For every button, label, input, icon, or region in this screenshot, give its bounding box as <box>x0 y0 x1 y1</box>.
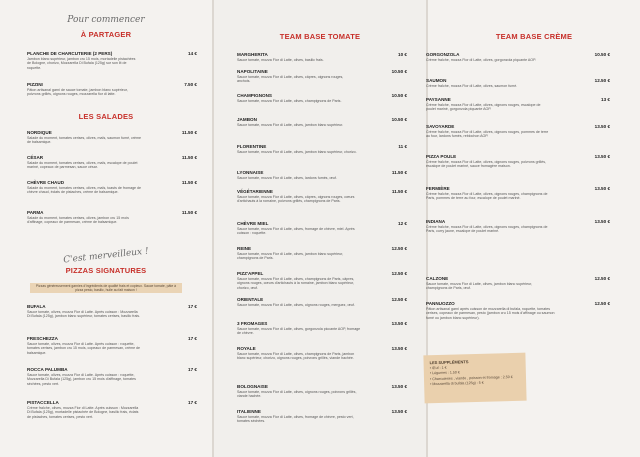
item-name: BOLOGNAISE <box>237 384 268 389</box>
item-desc: Crème fraîche, mozza Fior di Latte, olives, saumon fumé. <box>426 83 518 88</box>
item-name: PANNUOZZO <box>426 301 455 306</box>
item-price: 12.50 € <box>391 297 407 302</box>
supplement-item: • Légumes : 1.50 € <box>429 370 460 376</box>
item-price: 10.50 € <box>594 52 610 57</box>
menu-item <box>27 336 197 355</box>
item-price: 17 € <box>188 367 197 372</box>
item-price: 13.50 € <box>391 409 407 414</box>
item-desc: Sauce tomate, mozza Fior di Latte, olives, champignons de Paris. <box>237 98 342 103</box>
item-name: REINE <box>237 246 252 251</box>
item-desc: Salade du moment, tomates cerises, olives, jambon cru 15 mois d'affinage, copeaux de parmesan, crème de balsamique. <box>27 215 129 225</box>
item-price: 17 € <box>188 336 197 341</box>
item-price: 10.50 € <box>391 69 407 74</box>
item-name: PAYSANNE <box>426 97 451 102</box>
menu-item <box>426 276 610 291</box>
item-price: 12 € <box>398 221 407 226</box>
item-price: 12.50 € <box>391 271 407 276</box>
menu-item <box>237 297 407 307</box>
item-desc: Salade du moment, tomates cerises, olives, maïs, saumon fumé, crème de balsamique. <box>27 135 142 145</box>
item-desc: Sauce tomate, mozza Fior di Latte, olives, oignons rouges, poivrons grillés, viande hachée. <box>237 389 357 399</box>
item-name: JAMBON <box>237 117 257 122</box>
item-name: SAUMON <box>426 78 447 83</box>
menu-item <box>237 117 407 127</box>
menu-item <box>426 97 610 112</box>
item-price: 12.50 € <box>391 246 407 251</box>
item-price: 11.50 € <box>181 180 197 185</box>
menu-panel-left <box>0 0 212 457</box>
menu-item <box>27 130 197 145</box>
item-price: 10.50 € <box>391 117 407 122</box>
menu-item <box>237 170 407 180</box>
item-desc: Salade du moment, tomates cerises, olives, maïs, toasts de fromage de chèvre chaud, éclats de pistaches, crème de balsamique. <box>27 185 142 195</box>
item-name: CHÈVRE CHAUD <box>27 180 65 185</box>
item-desc: Sauce tomate, mozza Fior di Latte, olives, oignons rouges, merguez, œuf. <box>237 302 355 307</box>
menu-item <box>237 52 407 62</box>
menu-panel-right <box>428 0 640 457</box>
item-desc: Sauce tomate, mozza Fior di Latte, olives, jambon blanc supérieur, champignons de Paris. <box>237 251 344 261</box>
item-desc: Sauce tomate, mozza Fior di Latte, olives, fromage de chèvre, miel. Après cuisson : roquette. <box>237 226 355 236</box>
item-desc: Sauce tomate, mozza Fior di Latte, olives, jambon blanc supérieur, champignons de Paris, œuf. <box>426 281 533 291</box>
menu-panel-middle <box>214 0 426 457</box>
item-desc: Sauce tomate, mozza Fior di Latte, olives, champignons de Paris, jambon blanc supérieur, chorizo, oignons rouges, poivrons grillés, viande hachée. <box>237 351 355 361</box>
signature-script: C'est merveilleux ! <box>62 246 150 266</box>
menu-item <box>237 93 407 103</box>
item-price: 11.50 € <box>391 170 407 175</box>
item-name: PARMA <box>27 210 44 215</box>
menu-item <box>426 78 610 88</box>
section-title-base-creme: TEAM BASE CRÈME <box>495 32 573 41</box>
item-price: 10.50 € <box>391 93 407 98</box>
menu-item <box>426 124 610 139</box>
item-name: CHÈVRE MIEL <box>237 221 269 226</box>
item-price: 13.50 € <box>594 124 610 129</box>
item-price: 13.50 € <box>594 219 610 224</box>
item-desc: Crème fraîche, olives, mozza Fior di Latte. Après cuisson : Mozzarella Di Bufala (125g), mortadelle pistachée de Bologne, basilic frais, éclats de pistaches, tomates cerises, pesto vert. <box>27 405 139 419</box>
item-price: 11.50 € <box>181 130 197 135</box>
item-desc: Crème fraîche, mozza Fior di Latte, olives, gorgonzola piquante AOP. <box>426 57 536 62</box>
item-price: 7.50 € <box>184 82 197 87</box>
item-price: 14 € <box>188 51 197 56</box>
menu-item <box>237 221 407 236</box>
item-desc: Sauce tomate, olives, mozza Fior di Latte. Après cuisson : Mozzarella Di Bufala (125g), jambon blanc supérieur, tomates cerises, basilic frais. <box>27 309 141 319</box>
menu-item <box>426 219 610 234</box>
item-desc: Crème fraîche, mozza Fior di Latte, olives, oignons rouges, poivrons grillés, escalope de poulet mariné, sauce fromagère maison. <box>426 159 547 169</box>
item-name: FRESCHEZZA <box>27 336 58 341</box>
section-title-partager: À PARTAGER <box>80 30 132 39</box>
menu-item <box>426 301 610 320</box>
item-name: INDIANA <box>426 219 446 224</box>
item-name: ORIENTALE <box>237 297 264 302</box>
section-title-signatures: PIZZAS SIGNATURES <box>65 266 147 275</box>
item-desc: Sauce tomate, mozza Fior di Latte, olives, câpres, oignons rouges, anchois. <box>237 74 344 84</box>
menu-item <box>27 367 197 386</box>
item-desc: Salade du moment, tomates cerises, olives, maïs, escalope de poulet mariné, copeaux de parmesan, sauce césar. <box>27 160 138 170</box>
item-price: 10 € <box>398 52 407 57</box>
item-price: 17 € <box>188 304 197 309</box>
menu-item <box>27 51 197 70</box>
item-desc: Sauce tomate, mozza Fior di Latte, olives, jambon blanc supérieur, chorizo. <box>237 149 357 154</box>
item-name: BUFALA <box>27 304 46 309</box>
item-name: ITALIENNE <box>237 409 261 414</box>
item-desc: Pâton artisanal garni après cuisson de mozzarella di bufala, roquette, tomates cerises, copeaux de parmesan, pesto (jambon cru 15 mois d'affinage ou saumon fumé ou jambon blanc supérieur). <box>426 306 555 320</box>
item-name: VÉGÉTARIENNE <box>237 189 273 194</box>
item-name: FLORENTINE <box>237 144 267 149</box>
menu-item <box>237 321 407 336</box>
item-price: 17 € <box>188 400 197 405</box>
item-name: PISTACCELLA <box>27 400 59 405</box>
section-title-salades: LES SALADES <box>78 112 134 121</box>
supplements-box <box>423 353 526 404</box>
item-price: 13.50 € <box>594 186 610 191</box>
intro-script: Pour commencer <box>67 15 145 25</box>
item-price: 12.50 € <box>594 276 610 281</box>
menu-item <box>27 304 197 319</box>
item-name: CALZONE <box>426 276 449 281</box>
item-price: 13.50 € <box>391 321 407 326</box>
item-name: NORDIQUE <box>27 130 52 135</box>
signatures-note: Pizzas généreusement garnies d'ingrédients de qualité frais et copieux. Sauce tomate, pâte à pizza pesto, basilic, huile au fait maison ! <box>30 283 182 293</box>
item-name: NAPOLITAINE <box>237 69 268 74</box>
menu-item <box>237 144 407 154</box>
item-desc: Sauce tomate, mozza Fior di Latte, olives, lardons fumés, œuf. <box>237 175 337 180</box>
item-name: FERMIÈRE <box>426 186 450 191</box>
menu-item <box>237 384 407 399</box>
menu-item <box>237 271 407 290</box>
item-desc: Sauce tomate, mozza Fior di Latte, olives, basilic frais. <box>237 57 324 62</box>
supplement-item: • Œuf : 1 € <box>429 365 447 371</box>
item-desc: Sauce tomate, mozza Fior di Latte, olives, câpres, oignons rouges, cœurs d'artichauts à la romaine, poivrons grillés, champignons de Paris. <box>237 194 355 204</box>
menu-item <box>237 409 407 424</box>
item-name: 3 FROMAGES <box>237 321 268 326</box>
menu-item <box>426 154 610 169</box>
item-price: 11.50 € <box>391 189 407 194</box>
item-name: PIZZA POULE <box>426 154 457 159</box>
item-name: ROCCA PALUMBA <box>27 367 68 372</box>
item-desc: Sauce tomate, mozza Fior di Latte, olives, fromage de chèvre, pesto vert, tomates séchées. <box>237 414 354 424</box>
menu-item <box>426 52 610 62</box>
item-price: 13 € <box>601 97 610 102</box>
item-desc: Jambon blanc supérieur, jambon cru 15 mois, mortadelle pistachées de Bologne, chorizo, Mozzarella Di Bufala (125g) sur son lit de roquette. <box>27 56 136 70</box>
item-desc: Sauce tomate, mozza Fior di Latte, olives, gorgonzola piccante AOP, fromage de chèvre. <box>237 326 361 336</box>
item-desc: Crème fraîche, mozza Fior di Latte, olives, oignons rouges, pommes de terre au four, lardons fumés, reblochon AOP. <box>426 129 549 139</box>
item-price: 13.50 € <box>594 154 610 159</box>
item-desc: Sauce tomate, mozza Fior di Latte, olives, champignons de Paris, câpres, oignons rouges, cœurs d'artichauts à la romaine, jambon blanc supérieur, chorizo, œuf. <box>237 276 355 290</box>
item-name: LYONNAISE <box>237 170 264 175</box>
item-price: 12.50 € <box>594 301 610 306</box>
item-name: SAVOYARDE <box>426 124 455 129</box>
supplements-title: LES SUPPLÉMENTS <box>429 359 469 366</box>
menu-item <box>27 155 197 170</box>
item-price: 13.50 € <box>391 384 407 389</box>
item-name: GORGONZOLA <box>426 52 460 57</box>
item-name: PLANCHE DE CHARCUTERIE (2 PERS) <box>27 51 113 56</box>
menu-item <box>237 346 407 361</box>
menu-item <box>27 210 197 225</box>
item-name: CÉSAR <box>27 155 44 160</box>
item-name: ROYALE <box>237 346 256 351</box>
item-desc: Crème fraîche, mozza Fior di Latte, olives, oignons rouges, escalope de poulet mariné, gorgonzola piquante AOP. <box>426 102 541 112</box>
item-desc: Pâton artisanal garni de sauce tomate, jambon blanc supérieur, poivrons grillés, oignons rouges, mozzarella fior di latte. <box>27 87 128 97</box>
item-desc: Crème fraîche, mozza Fior di Latte, olives, oignons rouges, champignons de Paris, pommes de terre au four, escalope de poulet mariné. <box>426 191 548 201</box>
menu-item <box>426 186 610 201</box>
supplement-item: • Charcuteries , viande , poisson et fromage : 2.50 € <box>429 374 513 381</box>
item-desc: Sauce tomate, mozza Fior di Latte, olives, jambon blanc supérieur. <box>237 122 344 127</box>
item-price: 12.50 € <box>594 78 610 83</box>
menu-item <box>27 400 197 419</box>
item-name: PIZZINI <box>27 82 43 87</box>
menu-item <box>237 189 407 204</box>
section-title-base-tomate: TEAM BASE TOMATE <box>279 32 361 41</box>
item-name: MARGHERITA <box>237 52 268 57</box>
item-price: 11.50 € <box>181 210 197 215</box>
item-name: PIZZ'APPEL <box>237 271 264 276</box>
menu-item <box>27 180 197 195</box>
menu-item <box>27 82 197 97</box>
item-desc: Sauce tomate, olives, mozza Fior di Latte. Après cuisson : roquette, Mozzarella Di Bufala (125g), jambon cru 15 mois d'affinage, tomates séchées, pesto vert. <box>27 372 136 386</box>
item-name: CHAMPIGNONS <box>237 93 272 98</box>
item-desc: Crème fraîche, mozza Fior di Latte, olives, oignons rouges, champignons de Paris, curry jaune, escalope de poulet mariné. <box>426 224 548 234</box>
item-desc: Sauce tomate, olives, mozza Fior di Latte. Après cuisson : roquette, tomates cerises, jambon cru 15 mois, copeaux de parmesan, crème de balsamique. <box>27 341 141 355</box>
supplement-item: • Mozzarella di bufala (125g) : 5 € <box>430 380 484 386</box>
item-price: 11 € <box>398 144 407 149</box>
menu-item <box>237 246 407 261</box>
item-price: 13.50 € <box>391 346 407 351</box>
menu-item <box>237 69 407 84</box>
item-price: 11.50 € <box>181 155 197 160</box>
